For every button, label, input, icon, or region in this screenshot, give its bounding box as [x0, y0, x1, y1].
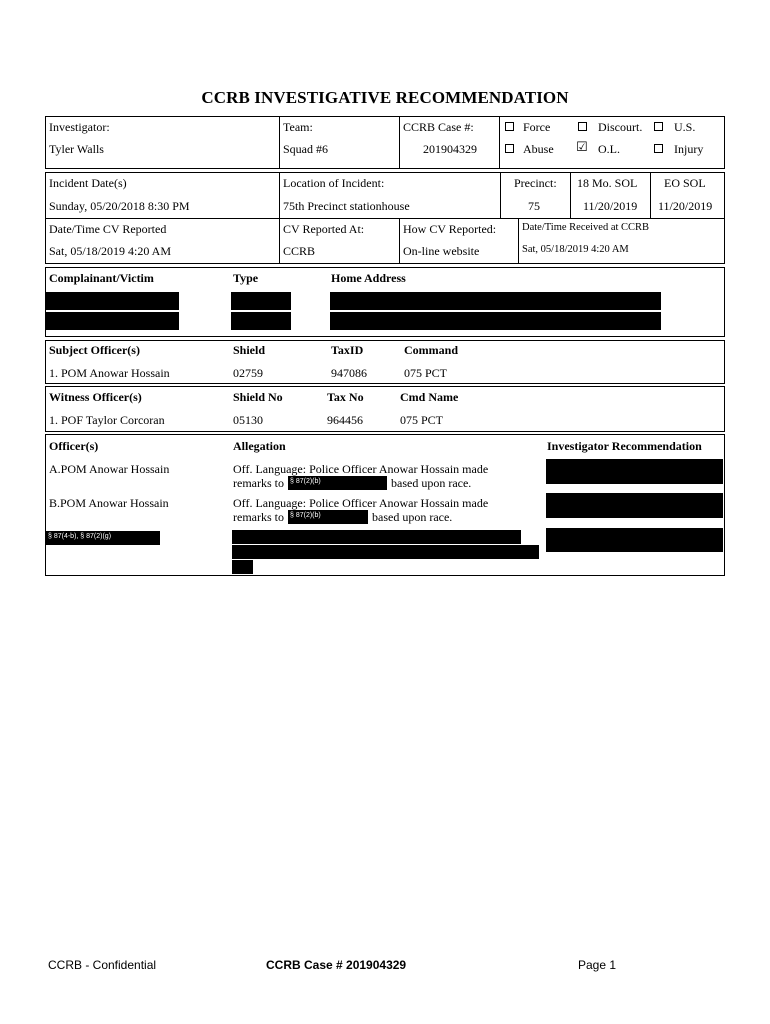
precinct-label: Precinct: — [514, 176, 557, 190]
incident-vline-2 — [500, 172, 501, 218]
location-label: Location of Incident: — [283, 176, 385, 190]
case-value: 201904329 — [423, 142, 477, 156]
checkbox-discourtesy-label: Discourt. — [598, 120, 643, 134]
redaction-recommendation-b — [546, 493, 723, 518]
subject-row-shield: 02759 — [233, 366, 263, 380]
redaction-complainant-name-2 — [46, 312, 179, 330]
footer-confidential: CCRB - Confidential — [48, 958, 157, 972]
checkbox-injury-label: Injury — [674, 142, 704, 156]
subject-col-taxid: TaxID — [331, 343, 364, 357]
allegation-b-officer: B.POM Anowar Hossain — [49, 496, 169, 510]
redaction-recommendation-a — [546, 459, 723, 484]
subject-col-name: Subject Officer(s) — [49, 343, 140, 357]
allegation-a-line2-post: based upon race. — [391, 476, 472, 490]
checkbox-injury[interactable] — [654, 144, 663, 153]
incident-vline-1 — [279, 172, 280, 264]
allegation-b-line2-pre: remarks to — [233, 510, 284, 524]
eo-sol-value: 11/20/2019 — [658, 199, 713, 213]
redaction-footnote-line-3 — [232, 560, 253, 574]
footer-page-number: Page 1 — [578, 958, 617, 972]
redaction-complainant-address-2 — [330, 312, 661, 330]
redaction-complainant-address-1 — [330, 292, 661, 310]
allegations-col-officer: Officer(s) — [49, 439, 99, 453]
checkbox-discourtesy[interactable] — [578, 122, 587, 131]
witness-col-shield: Shield No — [233, 390, 283, 404]
allegation-a-officer: A.POM Anowar Hossain — [49, 462, 170, 476]
allegation-b-line1: Off. Language: Police Officer Anowar Hossain made — [233, 496, 489, 510]
redaction-complainant-type-2 — [231, 312, 291, 330]
witness-row-cmd: 075 PCT — [400, 413, 444, 427]
allegation-a-line2-pre: remarks to — [233, 476, 284, 490]
checkbox-abuse[interactable] — [505, 144, 514, 153]
witness-col-name: Witness Officer(s) — [49, 390, 142, 404]
allegation-a-line1: Off. Language: Police Officer Anowar Hossain made — [233, 462, 489, 476]
received-value: Sat, 05/18/2019 4:20 AM — [522, 244, 629, 255]
header-divider-3 — [499, 116, 500, 169]
subject-col-shield: Shield — [233, 343, 266, 357]
header-divider-1 — [279, 116, 280, 169]
incident-date-label: Incident Date(s) — [49, 176, 127, 190]
precinct-value: 75 — [528, 199, 540, 213]
redaction-footnote-tag: § 87(4-b), § 87(2)(g) — [46, 531, 160, 545]
witness-row-shield: 05130 — [233, 413, 263, 427]
how-reported-label: How CV Reported: — [403, 222, 497, 236]
complainant-col-address: Home Address — [331, 271, 406, 285]
reported-at-label: CV Reported At: — [283, 222, 365, 236]
incident-date-value: Sunday, 05/20/2018 8:30 PM — [49, 199, 190, 213]
case-label: CCRB Case #: — [403, 120, 474, 134]
subject-row-taxid: 947086 — [331, 366, 367, 380]
incident-hline — [45, 218, 725, 219]
incident-vline-3 — [570, 172, 571, 218]
complainant-col-type: Type — [233, 271, 259, 285]
checkbox-ol-label: O.L. — [598, 142, 620, 156]
allegation-b-line2-post: based upon race. — [372, 510, 453, 524]
footer-case-number: CCRB Case # 201904329 — [266, 958, 407, 972]
witness-row-tax: 964456 — [327, 413, 363, 427]
header-divider-2 — [399, 116, 400, 169]
checkbox-us-label: U.S. — [674, 120, 696, 134]
team-value: Squad #6 — [283, 142, 328, 156]
checkbox-force-label: Force — [523, 120, 551, 134]
incident-vline-4 — [650, 172, 651, 218]
how-reported-value: On-line website — [403, 244, 480, 258]
reported-vline-1 — [399, 218, 400, 264]
witness-col-cmd: Cmd Name — [400, 390, 459, 404]
redaction-footnote-line-2 — [232, 545, 539, 559]
redaction-allegation-b: § 87(2)(b) — [288, 510, 368, 524]
redaction-complainant-type-1 — [231, 292, 291, 310]
checkbox-abuse-label: Abuse — [523, 142, 554, 156]
redaction-footnote-line-1 — [232, 530, 521, 544]
redaction-recommendation-footnote — [546, 528, 723, 552]
checkbox-us[interactable] — [654, 122, 663, 131]
checkbox-force[interactable] — [505, 122, 514, 131]
sol-label: 18 Mo. SOL — [577, 176, 638, 190]
location-value: 75th Precinct stationhouse — [283, 199, 410, 213]
sol-value: 11/20/2019 — [583, 199, 638, 213]
redaction-allegation-a: § 87(2)(b) — [288, 476, 387, 490]
witness-col-tax: Tax No — [327, 390, 364, 404]
subject-col-command: Command — [404, 343, 459, 357]
cv-reported-value: Sat, 05/18/2019 4:20 AM — [49, 244, 172, 258]
cv-reported-label: Date/Time CV Reported — [49, 222, 167, 236]
allegations-col-allegation: Allegation — [233, 439, 286, 453]
eo-sol-label: EO SOL — [664, 176, 706, 190]
subject-row-command: 075 PCT — [404, 366, 448, 380]
reported-at-value: CCRB — [283, 244, 316, 258]
received-label: Date/Time Received at CCRB — [522, 222, 650, 233]
reported-vline-2 — [518, 218, 519, 264]
investigator-value: Tyler Walls — [49, 142, 104, 156]
witness-row-name: 1. POF Taylor Corcoran — [49, 413, 165, 427]
redaction-complainant-name-1 — [46, 292, 179, 310]
page-title: CCRB INVESTIGATIVE RECOMMENDATION — [201, 88, 569, 107]
allegations-col-recommendation: Investigator Recommendation — [547, 439, 702, 453]
subject-row-name: 1. POM Anowar Hossain — [49, 366, 170, 380]
team-label: Team: — [283, 120, 313, 134]
checkbox-ol-checked-icon[interactable]: ☑ — [576, 140, 588, 155]
complainant-col-name: Complainant/Victim — [49, 271, 154, 285]
investigator-label: Investigator: — [49, 120, 110, 134]
